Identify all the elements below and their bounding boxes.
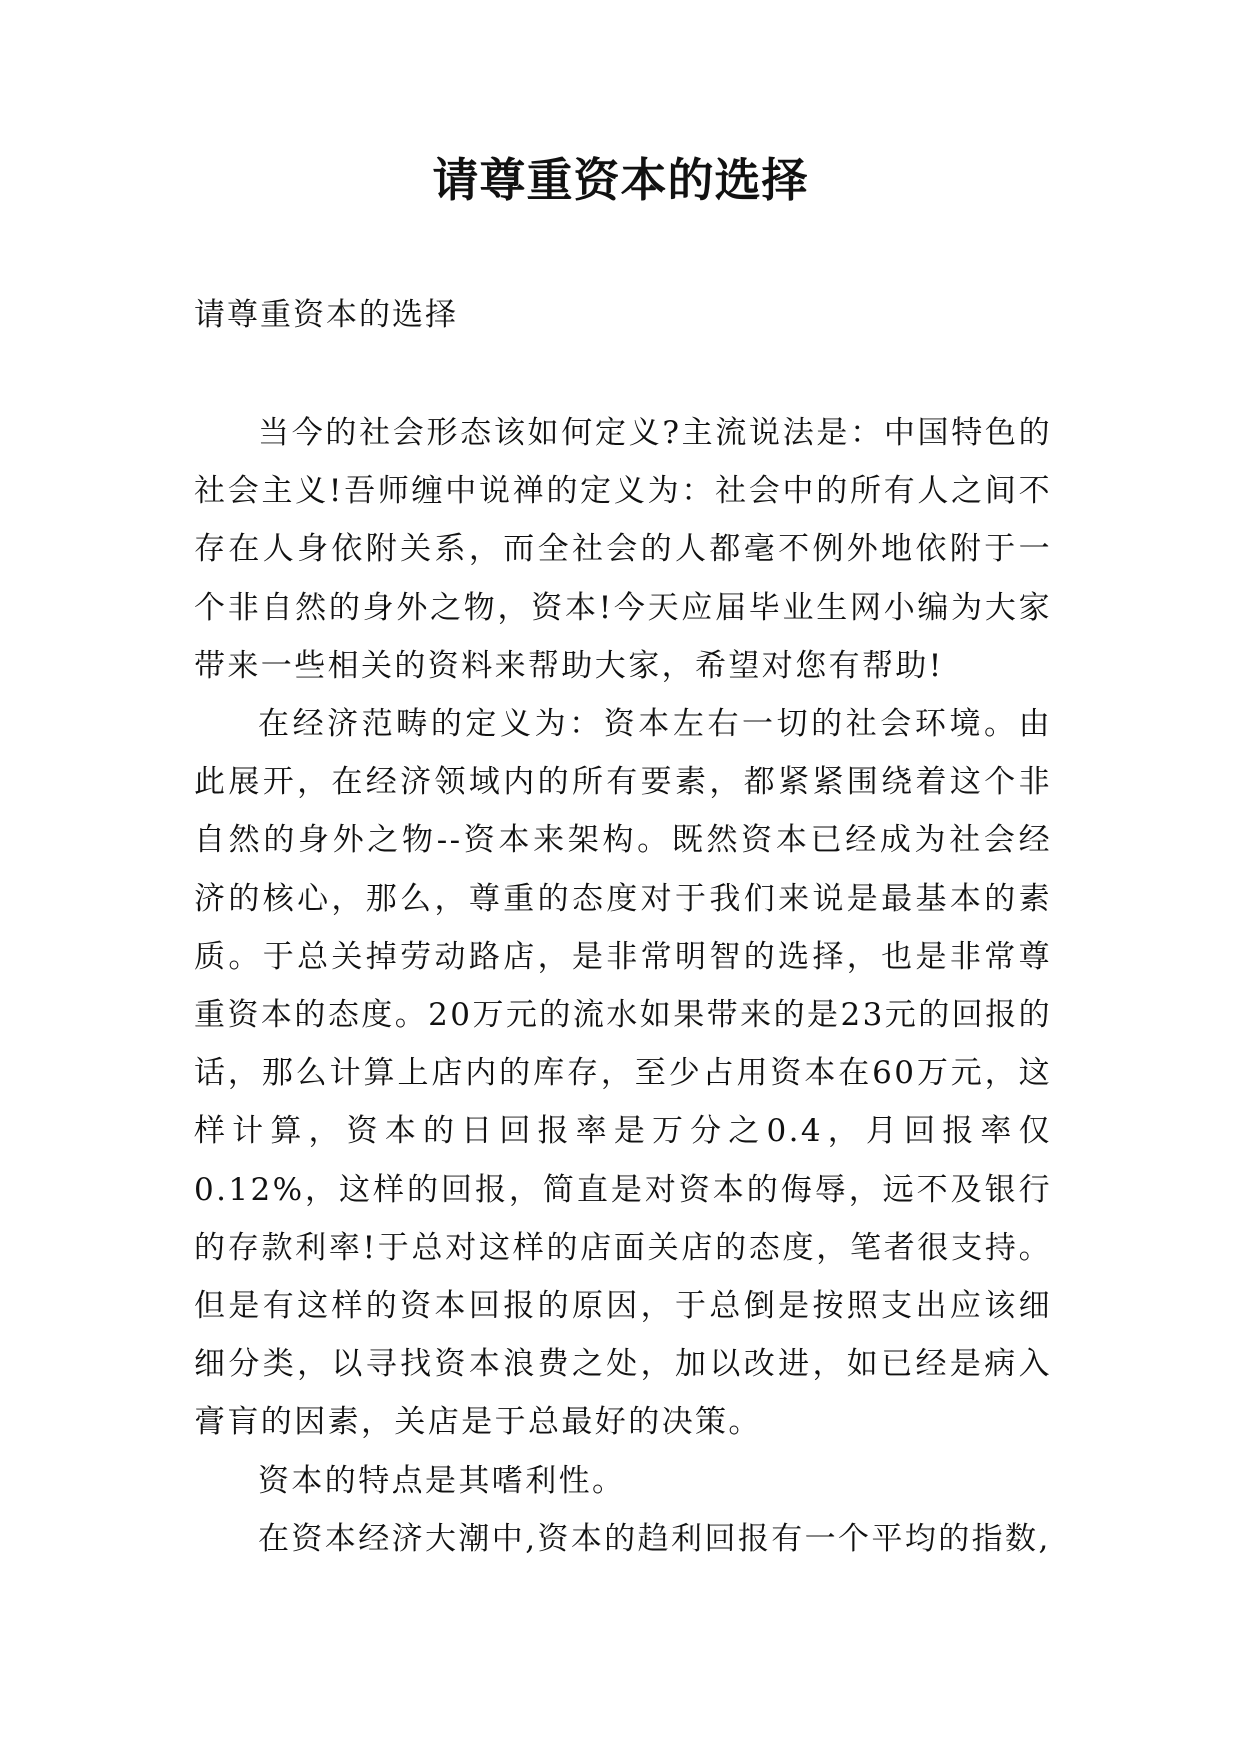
document-body: [194, 404, 1052, 1568]
paragraph-intro: 当今的社会形态该如何定义?主流说法是：中国特色的社会主义!吾师缠中说禅的定义为：社会中的所有人之间不存在人身依附关系，而全社会的人都毫不例外地依附于一个非自然的身外之物，资本!今天应届毕业生网小编为大家带来一些相关的资料来帮助大家，希望对您有帮助!: [194, 415, 1052, 684]
document-title: 请尊重资本的选择: [432, 153, 809, 207]
document-subtitle: 请尊重资本的选择: [194, 297, 458, 333]
paragraph-capital-economy: 在资本经济大潮中,资本的趋利回报有一个平均的指数,: [258, 1520, 1051, 1557]
paragraph-economics: 在经济范畴的定义为：资本左右一切的社会环境。由此展开，在经济领域内的所有要素，都紧紧围绕着这个非自然的身外之物--资本来架构。既然资本已经成为社会经济的核心，那么，尊重的态度对于我们来说是最基本的素质。于总关掉劳动路店，是非常明智的选择，也是非常尊重资本的态度。20万元的流水如果带来的是23元的回报的话，那么计算上店内的库存，至少占用资本在60万元，这样计算，资本的日回报率是万分之0.4，月回报率仅0.12%，这样的回报，简直是对资本的侮辱，远不及银行的存款利率!于总对这样的店面关店的态度，笔者很支持。但是有这样的资本回报的原因，于总倒是按照支出应该细细分类，以寻找资本浪费之处，加以改进，如已经是病入膏肓的因素，关店是于总最好的决策。: [194, 706, 1052, 1441]
paragraph-capital-trait: 资本的特点是其嗜利性。: [258, 1462, 626, 1499]
